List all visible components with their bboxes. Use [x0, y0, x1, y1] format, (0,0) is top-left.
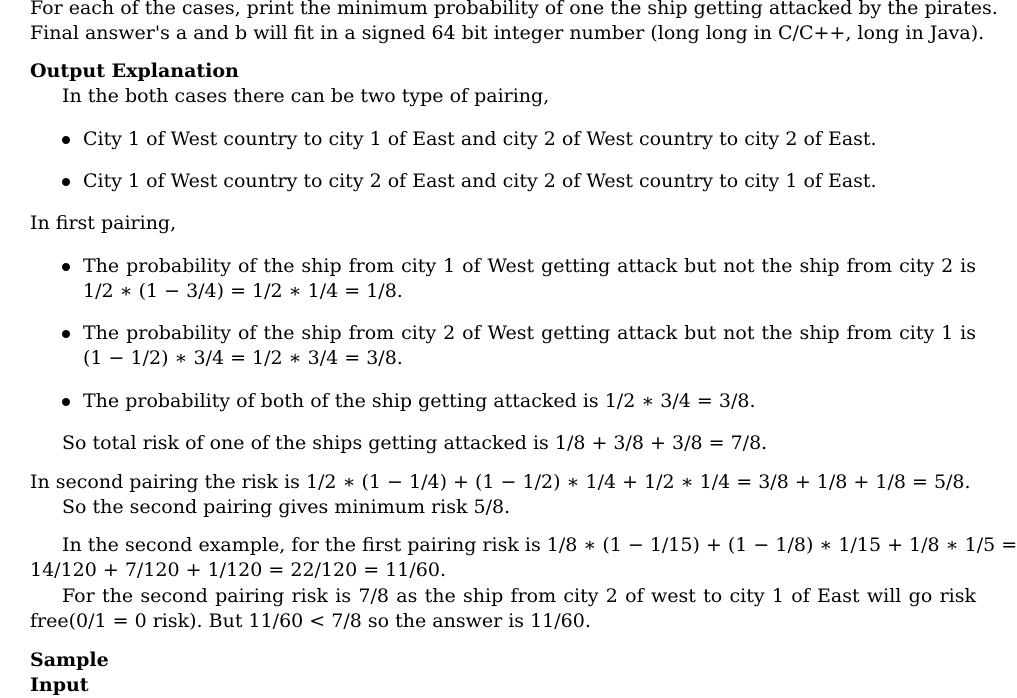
second-pairing-minimum: So the second pairing gives minimum risk 5/8. — [62, 496, 511, 518]
first-pairing-item-1-line-2: 1/2 ∗ (1 − 3/4) = 1/2 ∗ 1/4 = 1/8. — [83, 280, 403, 302]
first-pairing-item-3: The probability of both of the ship getting attacked is 1/2 ∗ 3/4 = 3/8. — [83, 390, 756, 412]
first-pairing-item-2-line-2: (1 − 1/2) ∗ 3/4 = 1/2 ∗ 3/4 = 3/8. — [83, 347, 403, 369]
second-example-line-1: In the second example, for the first pairing risk is 1/8 ∗ (1 − 1/15) + (1 − 1/8) ∗ 1/15 + 1/8 ∗ 1/5 = — [62, 534, 1017, 556]
bullet-icon — [62, 398, 70, 406]
bullet-icon — [62, 136, 70, 144]
explanation-intro: In the both cases there can be two type of pairing, — [62, 85, 550, 107]
second-example-line-3: For the second pairing risk is 7/8 as the ship from city 2 of west to city 1 of East will go risk — [62, 585, 976, 607]
second-example-line-2: 14/120 + 7/120 + 1/120 = 22/120 = 11/60. — [30, 559, 446, 581]
cut-off-heading-text: Sample Input — [30, 649, 109, 696]
bullet-icon — [62, 330, 70, 338]
output-spec-line-2: Final answer's a and b will fit in a signed 64 bit integer number (long long in C/C++, long in Java). — [30, 22, 985, 44]
first-pairing-item-2-line-1: The probability of the ship from city 2 of West getting attack but not the ship from city 1 is — [83, 322, 976, 344]
pairing-item-1: City 1 of West country to city 1 of East and city 2 of West country to city 2 of East. — [83, 128, 877, 150]
first-pairing-total: So total risk of one of the ships getting attacked is 1/8 + 3/8 + 3/8 = 7/8. — [62, 432, 768, 454]
second-example-line-4: free(0/1 = 0 risk). But 11/60 < 7/8 so the answer is 11/60. — [30, 610, 591, 632]
first-pairing-item-1-line-1: The probability of the ship from city 1 of West getting attack but not the ship from city 2 is — [83, 255, 976, 277]
output-spec-line-1: For each of the cases, print the minimum probability of one the ship getting attacked by the pirates. — [30, 0, 998, 19]
second-pairing-risk: In second pairing the risk is 1/2 ∗ (1 − 1/4) + (1 − 1/2) ∗ 1/4 + 1/2 ∗ 1/4 = 3/8 + 1/8 + 1/8 = 5/8. — [30, 471, 971, 493]
bullet-icon — [62, 178, 70, 186]
bullet-icon — [62, 263, 70, 271]
pairing-item-2: City 1 of West country to city 2 of East and city 2 of West country to city 1 of East. — [83, 170, 877, 192]
output-explanation-heading: Output Explanation — [30, 60, 239, 82]
cut-off-heading — [30, 649, 120, 696]
first-pairing-label: In first pairing, — [30, 212, 177, 234]
